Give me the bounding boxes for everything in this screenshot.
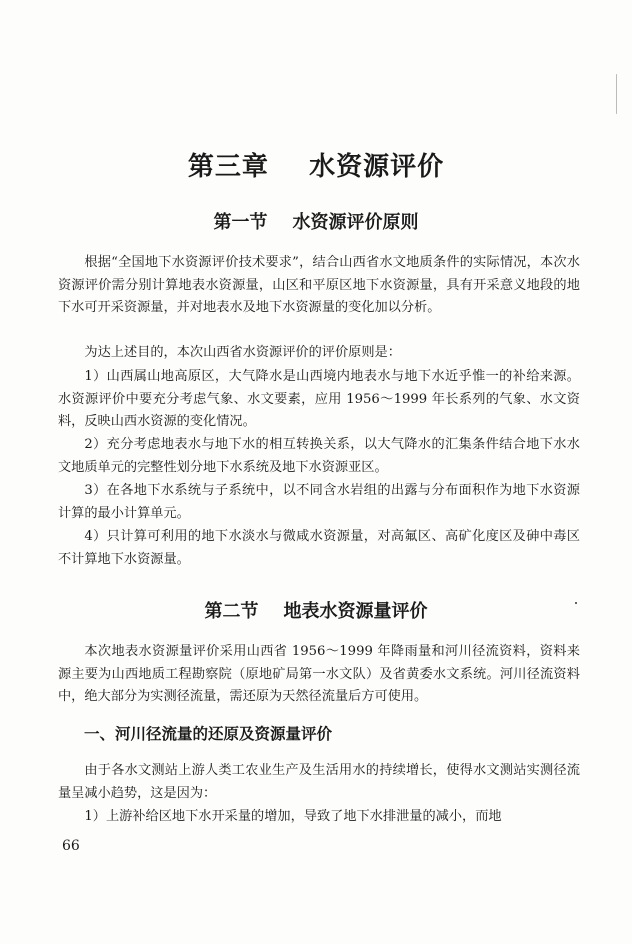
scan-speck <box>575 602 577 604</box>
paragraph: 1）上游补给区地下水开采量的增加，导致了地下水排泄量的减小，而地 <box>84 809 502 824</box>
subheading: 一、河川径流量的还原及资源量评价 <box>84 725 333 743</box>
paragraph: 由于各水文测站上游人类工农业生产及生活用水的持续增长，使得水文测站实测径流量呈减小趋势，这是因为： <box>58 763 580 801</box>
page-number: 66 <box>62 838 80 854</box>
paragraph: 本次地表水资源量评价采用山西省 1956～1999 年降雨量和河川径流资料，资料来源主要为山西地质工程勘察院（原地矿局第一水文队）及省黄委水文系统。河川径流资料中，绝大部分为实测径流量，需还原为天然径流量后方可使用。 <box>58 644 580 704</box>
paragraph: 3）在各地下水系统与子系统中，以不同含水岩组的出露与分布面积作为地下水资源计算的最小计算单元。 <box>58 483 580 521</box>
paragraph: 4）只计算可利用的地下水淡水与微咸水资源量，对高氟区、高矿化度区及砷中毒区不计算地下水资源量。 <box>58 529 580 567</box>
paragraph: 为达上述目的，本次山西省水资源评价的评价原则是： <box>84 345 401 360</box>
paragraph: 2）充分考虑地表水与地下水的相互转换关系，以大气降水的汇集条件结合地下水水文地质单元的完整性划分地下水系统及地下水资源亚区。 <box>58 437 580 475</box>
paragraph: 1）山西属山地高原区，大气降水是山西境内地表水与地下水近乎惟一的补给来源。水资源评价中要充分考虑气象、水文要素，应用 1956～1999 年长系列的气象、水文资料，反映山西水资源的变化情况。 <box>58 369 580 429</box>
scan-edge-mark <box>616 74 617 114</box>
chapter-title: 第三章 水资源评价 <box>187 152 445 182</box>
section-title-2: 第二节 地表水资源量评价 <box>204 601 428 622</box>
section-title-1: 第一节 水资源评价原则 <box>213 212 419 233</box>
paragraph: 根据“全国地下水资源评价技术要求”，结合山西省水文地质条件的实际情况，本次水资源评价需分别计算地表水资源量，山区和平原区地下水资源量，具有开采意义地段的地下水可开采资源量，并对地表水及地下水资源量的变化加以分析。 <box>58 255 580 315</box>
